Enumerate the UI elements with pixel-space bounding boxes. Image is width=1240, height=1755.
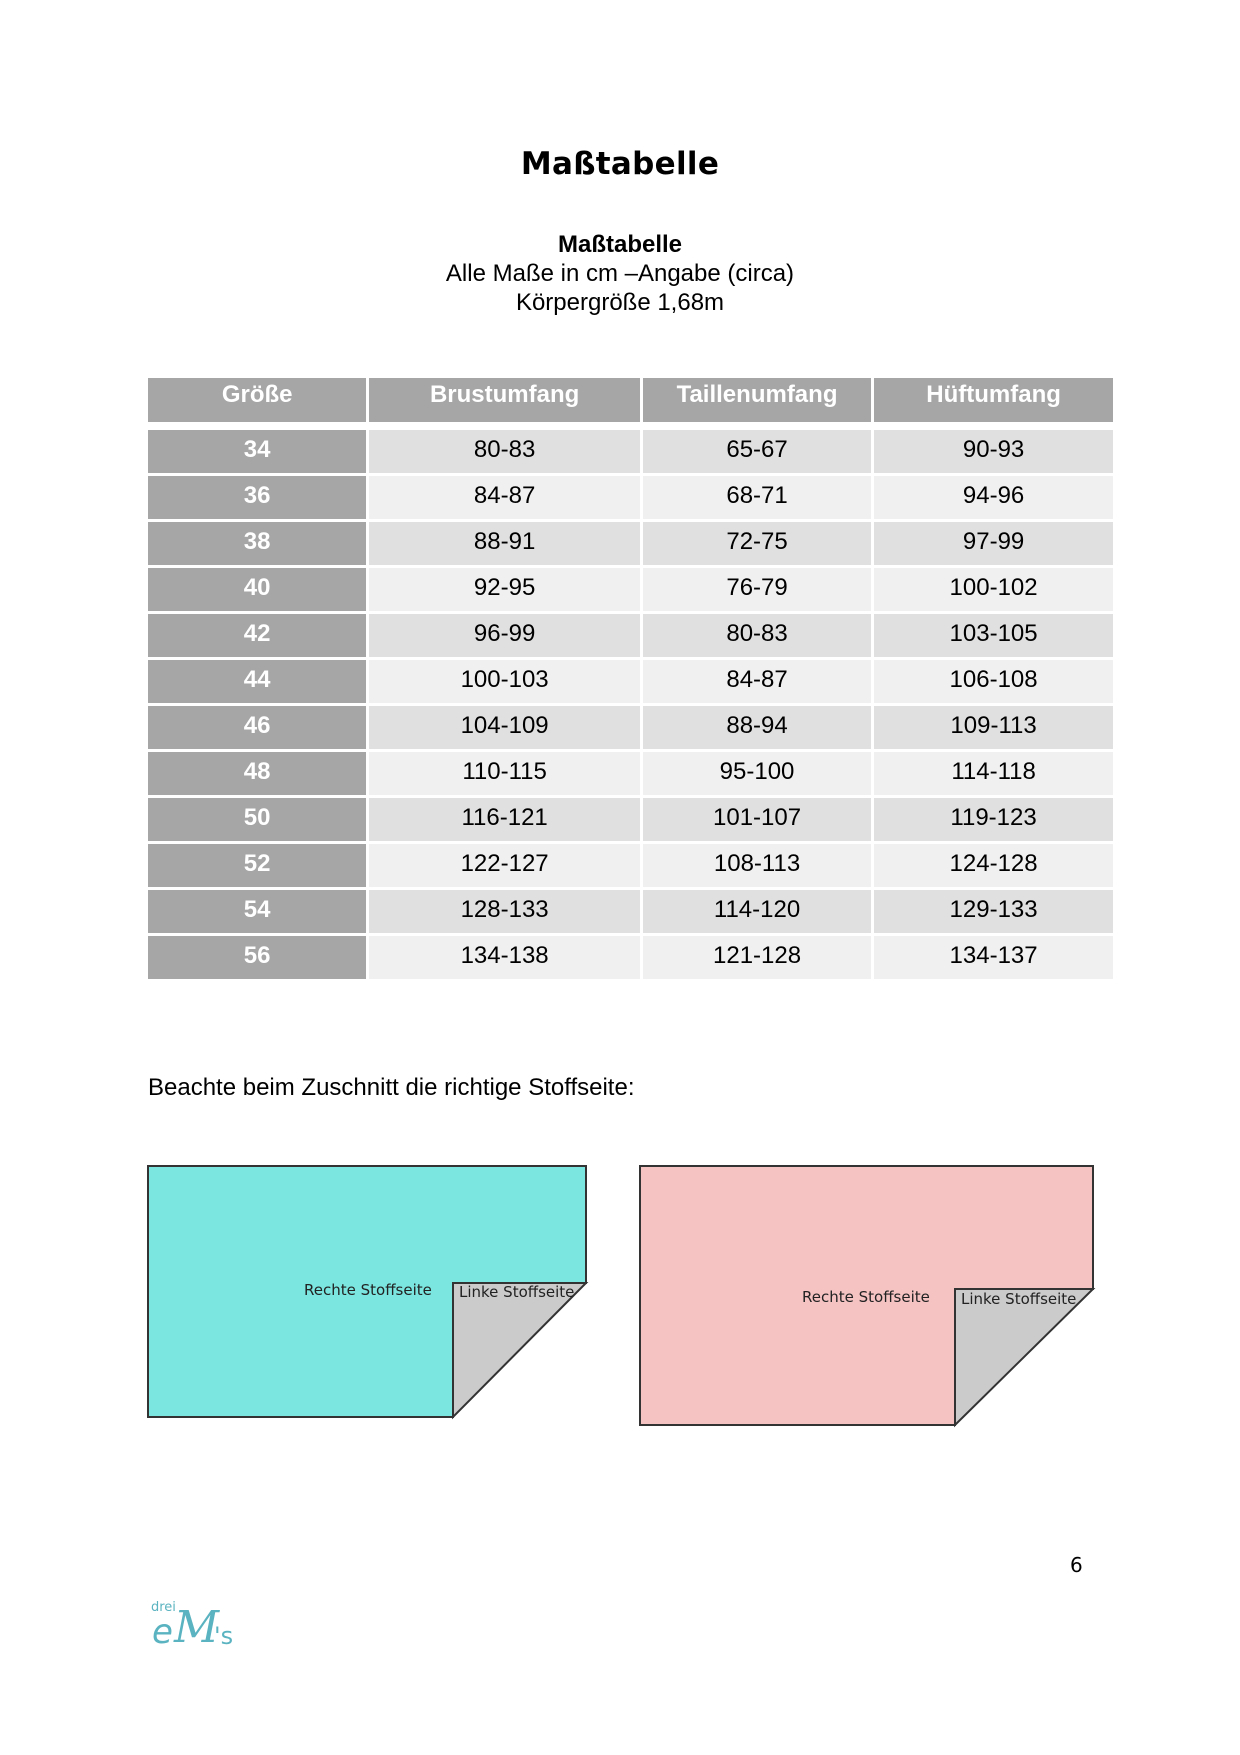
logo-m-swash: M (174, 1602, 220, 1653)
measurement-cell: 92-95 (369, 568, 640, 611)
size-cell: 36 (148, 476, 366, 519)
table-row (148, 614, 1113, 657)
measurement-cell: 80-83 (369, 430, 640, 473)
measurement-cell: 129-133 (874, 890, 1113, 933)
table-caption (0, 230, 1240, 317)
size-cell: 46 (148, 706, 366, 749)
measurement-cell: 100-103 (369, 660, 640, 703)
size-cell: 56 (148, 936, 366, 979)
measurement-cell: 84-87 (369, 476, 640, 519)
size-cell: 44 (148, 660, 366, 703)
header-chest: Brustumfang (369, 378, 640, 427)
table-row (148, 430, 1113, 473)
header-size: Größe (148, 378, 366, 427)
table-row (148, 844, 1113, 887)
measurement-cell: 106-108 (874, 660, 1113, 703)
header-waist: Taillenumfang (643, 378, 871, 427)
table-header-row (148, 378, 1113, 427)
table-row (148, 660, 1113, 703)
measurement-cell: 94-96 (874, 476, 1113, 519)
left-side-label: Linke Stoffseite (459, 1283, 575, 1301)
size-cell: 34 (148, 430, 366, 473)
right-side-label: Rechte Stoffseite (802, 1288, 930, 1306)
measurement-cell: 110-115 (369, 752, 640, 795)
size-cell: 38 (148, 522, 366, 565)
measurement-cell: 97-99 (874, 522, 1113, 565)
measurement-cell: 134-137 (874, 936, 1113, 979)
table-row (148, 890, 1113, 933)
table-row (148, 522, 1113, 565)
measurement-cell: 68-71 (643, 476, 871, 519)
caption-body-height: Körpergröße 1,68m (515, 289, 725, 316)
page-title: Maßtabelle (520, 146, 720, 182)
size-cell: 50 (148, 798, 366, 841)
measurement-cell: 76-79 (643, 568, 871, 611)
table-row (148, 936, 1113, 979)
table-row (148, 476, 1113, 519)
measurement-cell: 109-113 (874, 706, 1113, 749)
logo-suffix: 's (214, 1622, 234, 1650)
measurement-cell: 122-127 (369, 844, 640, 887)
measurement-cell: 108-113 (643, 844, 871, 887)
measurement-cell: 101-107 (643, 798, 871, 841)
measurement-cell: 72-75 (643, 522, 871, 565)
table-body (148, 430, 1113, 979)
measurement-cell: 116-121 (369, 798, 640, 841)
fabric-diagram-turquoise (147, 1165, 587, 1420)
table-row (148, 706, 1113, 749)
measurement-cell: 114-120 (643, 890, 871, 933)
page-number: 6 (1070, 1553, 1083, 1577)
measurement-cell: 114-118 (874, 752, 1113, 795)
measurement-cell: 95-100 (643, 752, 871, 795)
measurement-cell: 119-123 (874, 798, 1113, 841)
right-side-label: Rechte Stoffseite (304, 1281, 432, 1299)
fabric-diagram-pink (639, 1165, 1095, 1427)
measurement-cell: 103-105 (874, 614, 1113, 657)
measurement-cell: 104-109 (369, 706, 640, 749)
size-cell: 42 (148, 614, 366, 657)
fabric-note: Beachte beim Zuschnitt die richtige Stoffseite: (148, 1074, 635, 1101)
size-table (145, 375, 1116, 982)
measurement-cell: 65-67 (643, 430, 871, 473)
measurement-cell: 90-93 (874, 430, 1113, 473)
measurement-cell: 84-87 (643, 660, 871, 703)
table-row (148, 568, 1113, 611)
measurement-cell: 88-94 (643, 706, 871, 749)
measurement-cell: 121-128 (643, 936, 871, 979)
measurement-cell: 80-83 (643, 614, 871, 657)
measurement-cell: 100-102 (874, 568, 1113, 611)
measurement-cell: 134-138 (369, 936, 640, 979)
brand-logo (148, 1600, 243, 1660)
size-cell: 48 (148, 752, 366, 795)
table-row (148, 752, 1113, 795)
caption-title: Maßtabelle (557, 231, 683, 258)
left-fabric-side-fold (955, 1289, 1093, 1425)
left-side-label: Linke Stoffseite (961, 1290, 1077, 1308)
measurement-cell: 128-133 (369, 890, 640, 933)
size-cell: 54 (148, 890, 366, 933)
table-row (148, 798, 1113, 841)
size-cell: 52 (148, 844, 366, 887)
caption-unit-note: Alle Maße in cm –Angabe (circa) (445, 260, 795, 287)
left-fabric-side-fold (453, 1283, 586, 1417)
measurement-cell: 88-91 (369, 522, 640, 565)
measurement-cell: 124-128 (874, 844, 1113, 887)
header-hip: Hüftumfang (874, 378, 1113, 427)
logo-e: e (152, 1612, 173, 1652)
measurement-cell: 96-99 (369, 614, 640, 657)
size-cell: 40 (148, 568, 366, 611)
logo-small-text: drei (151, 1600, 176, 1615)
